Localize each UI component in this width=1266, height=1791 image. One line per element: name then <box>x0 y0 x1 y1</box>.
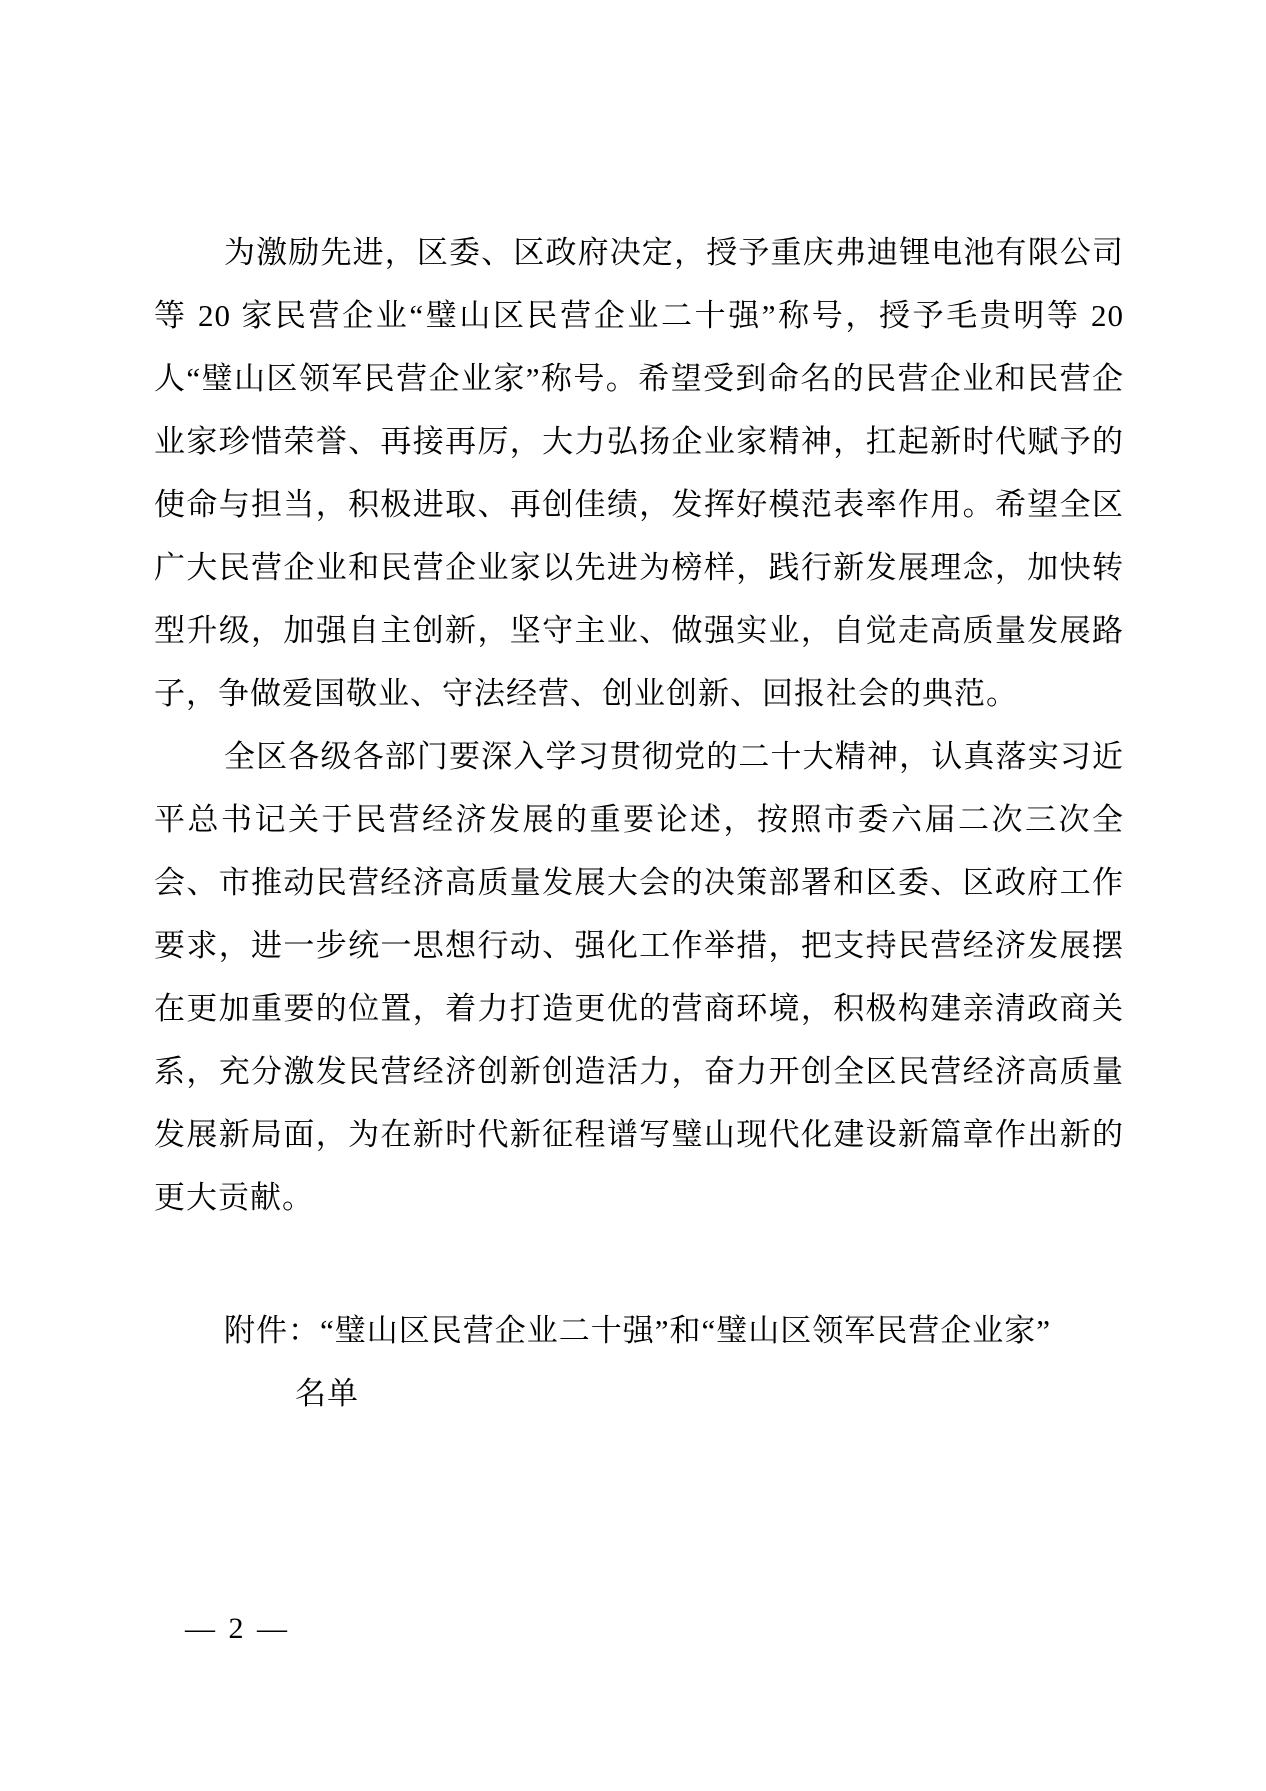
attachment-label: 附件： <box>224 1313 320 1348</box>
paragraph-requirements: 全区各级各部门要深入学习贯彻党的二十大精神，认真落实习近平总书记关于民营经济发展的重要论述，按照市委六届二次三次全会、市推动民营经济高质量发展大会的决策部署和区委、区政府工作要求，进一步统一思想行动、强化工作举措，把支持民营经济发展摆在更加重要的位置，着力打造更优的营商环境，积极构建亲清政商关系，充分激发民营经济创新创造活力，奋力开创全区民营经济高质量发展新局面，为在新时代新征程谱写璧山现代化建设新篇章作出新的更大贡献。 <box>154 739 1124 1215</box>
attachment-title-line <box>224 1299 1124 1362</box>
attachment-block <box>154 1299 1124 1425</box>
page-number: — 2 — <box>185 1612 290 1645</box>
attachment-title-continuation: 名单 <box>295 1376 359 1411</box>
paragraph-commendation: 为激励先进，区委、区政府决定，授予重庆弗迪锂电池有限公司等 20 家民营企业“璧山区民营企业二十强”称号，授予毛贵明等 20 人“璧山区领军民营企业家”称号。希望受到命名的民营企业和民营企业家珍惜荣誉、再接再厉，大力弘扬企业家精神，扛起新时代赋予的使命与担当，积极进取、再创佳绩，发挥好模范表率作用。希望全区广大民营企业和民营企业家以先进为榜样，践行新发展理念，加快转型升级，加强自主创新，坚守主业、做强实业，自觉走高质量发展路子，争做爱国敬业、守法经营、创业创新、回报社会的典范。 <box>154 235 1124 711</box>
document-body <box>154 221 1124 1425</box>
attachment-title: “璧山区民营企业二十强”和“璧山区领军民营企业家” <box>320 1313 1052 1348</box>
